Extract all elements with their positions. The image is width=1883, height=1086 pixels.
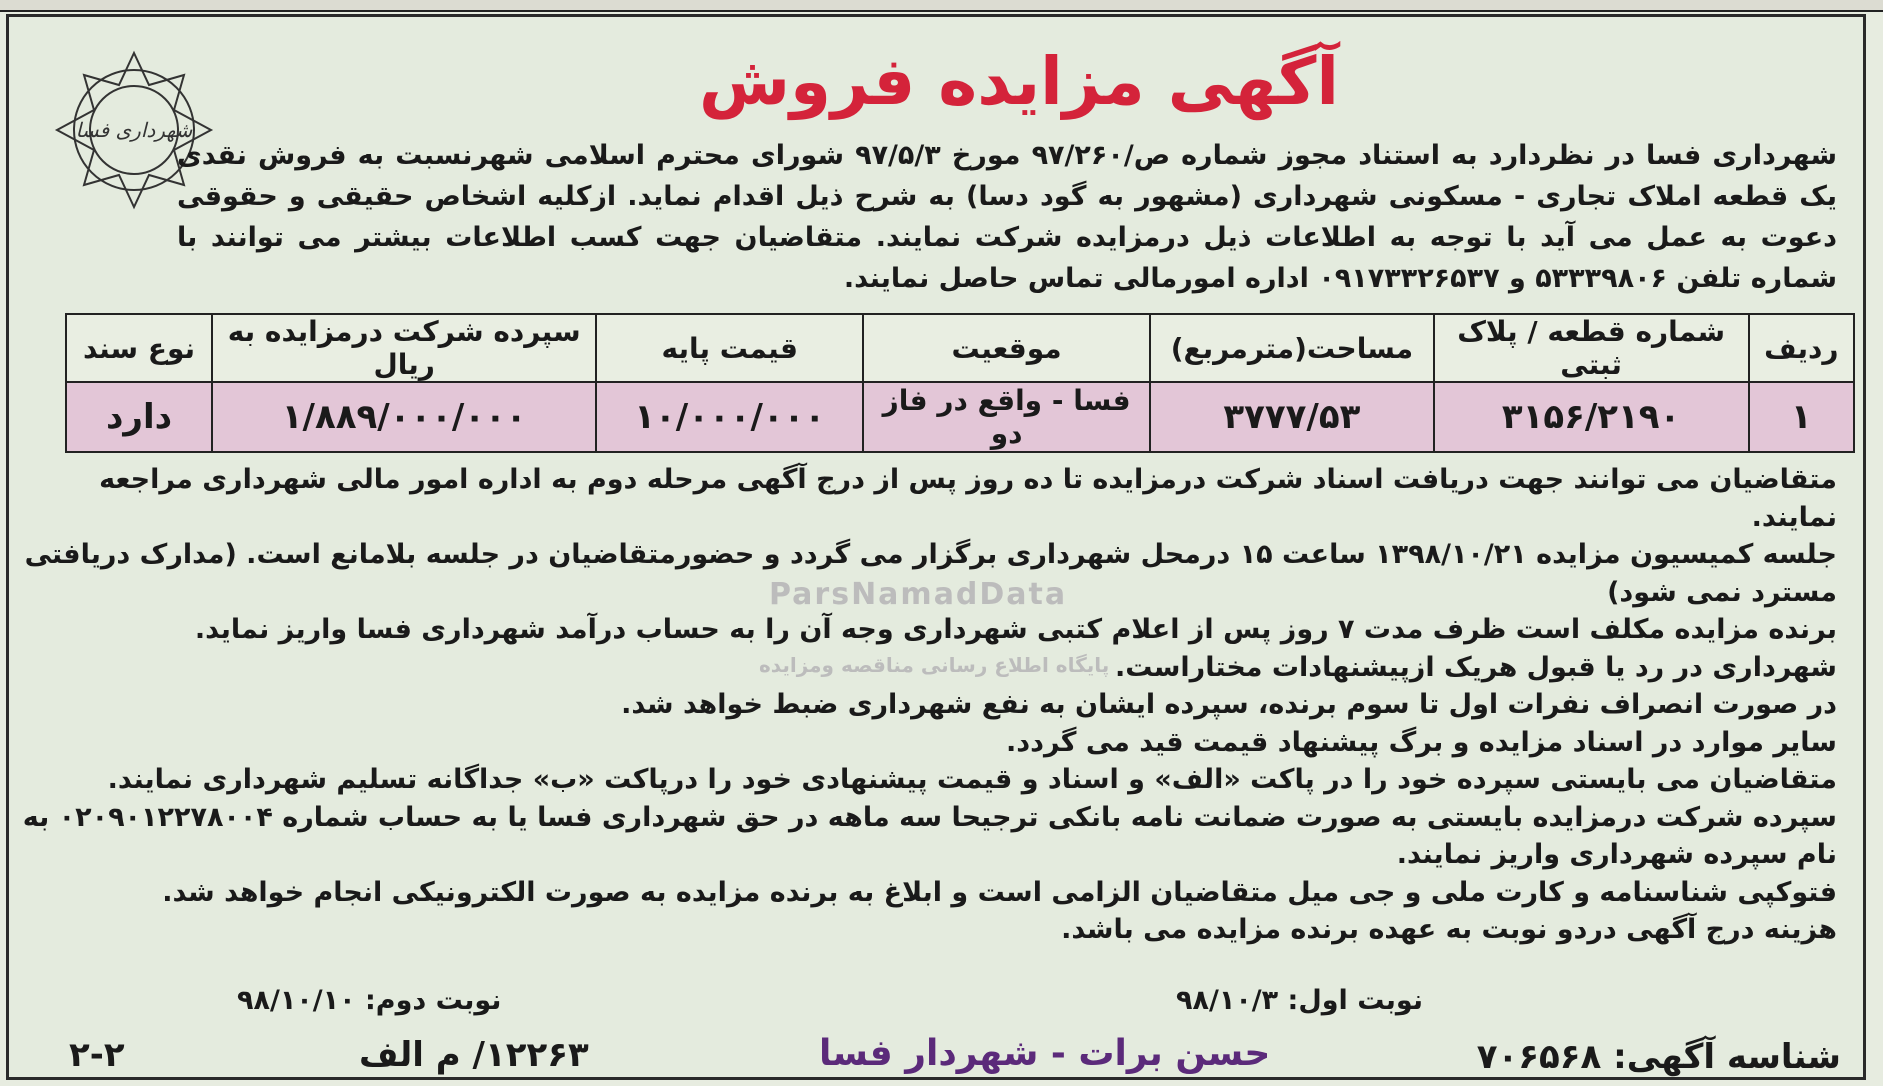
col-deed-type: نوع سند [66, 314, 212, 382]
reference-number: ۱۲۲۶۳/ م الف [359, 1035, 589, 1075]
col-plot-number: شماره قطعه / پلاک ثبتی [1434, 314, 1749, 382]
watermark-brand: ParsNamadData [769, 577, 1068, 612]
conditions-text [17, 461, 1837, 949]
watermark-subtitle: پایگاه اطلاع رسانی مناقصه ومزایده [759, 653, 1110, 677]
col-location: موقعیت [863, 314, 1150, 382]
condition-paragraph: سایر موارد در اسناد مزایده و برگ پیشنهاد قیمت قید می گردد. [1005, 726, 1837, 758]
condition-paragraph: هزینه درج آگهی دردو نوبت به عهده برنده مزایده می باشد. [1061, 914, 1837, 945]
cell-base-price: ۱۰/۰۰۰/۰۰۰ [596, 382, 863, 452]
cell-deed-type: دارد [66, 382, 212, 452]
ad-title: آگهی مزایده فروش [698, 43, 1340, 120]
cell-area: ۳۷۷۷/۵۳ [1150, 382, 1433, 452]
cell-deposit: ۱/۸۸۹/۰۰۰/۰۰۰ [212, 382, 596, 452]
second-round-date: نوبت دوم: ۹۸/۱۰/۱۰ [237, 985, 502, 1016]
condition-paragraph: جلسه کمیسیون مزایده ۱۳۹۸/۱۰/۲۱ ساعت ۱۵ درمحل شهرداری برگزار می گردد و حضورمتقاضیان در جلسه بلامانع است. (مدارک دریافتی مسترد نمی شود) [24, 539, 1837, 608]
first-round-date: نوبت اول: ۹۸/۱۰/۳ [1176, 985, 1423, 1016]
top-border-strip [0, 0, 1883, 12]
auction-table [65, 313, 1855, 453]
condition-paragraph: فتوکپی شناسنامه و کارت ملی و جی میل متقاضیان الزامی است و ابلاغ به برنده مزایده به صورت الکترونیکی انجام خواهد شد. [162, 876, 1837, 908]
col-area: مساحت(مترمربع) [1150, 314, 1433, 382]
condition-paragraph: متقاضیان می بایستی سپرده خود را در پاکت «الف» و اسناد و قیمت پیشنهادی خود را درپاکت «ب» جداگانه تسلیم شهرداری نمایند. [107, 764, 1837, 795]
col-row-number: ردیف [1749, 314, 1854, 382]
cell-plot-number: ۳۱۵۶/۲۱۹۰ [1434, 382, 1749, 452]
table-row [66, 382, 1854, 452]
col-base-price: قیمت پایه [596, 314, 863, 382]
ad-frame [6, 14, 1866, 1080]
cell-location: فسا - واقع در فاز دو [863, 382, 1150, 452]
condition-paragraph: در صورت انصراف نفرات اول تا سوم برنده، سپرده ایشان به نفع شهرداری ضبط خواهد شد. [621, 689, 1837, 720]
cell-row-number: ۱ [1749, 382, 1854, 452]
condition-paragraph: برنده مزایده مکلف است ظرف مدت ۷ روز پس از اعلام کتبی شهرداری وجه آن را به حساب درآمد شهرداری فسا واریز نماید. [194, 614, 1837, 645]
condition-paragraph: شهرداری در رد یا قبول هریک ازپیشنهادات مختاراست. [1115, 651, 1837, 683]
ad-id: شناسه آگهی: ۷۰۶۵۶۸ [1476, 1037, 1841, 1077]
condition-paragraph: متقاضیان می توانند جهت دریافت اسناد شرکت درمزایده تا ده روز پس از درج آگهی مرحله دوم به اداره امور مالی شهرداری مراجعه نمایند. [99, 464, 1837, 533]
page-number: ۲-۲ [69, 1035, 125, 1075]
intro-paragraph: شهرداری فسا در نظردارد به استناد مجوز شماره ص/۹۷/۲۶۰ مورخ ۹۷/۵/۳ شورای محترم اسلامی شهرنسبت به فروش نقدی یک قطعه املاک تجاری - مسکونی شهرداری (مشهور به گود دسا) به شرح ذیل اقدام نماید. ازکلیه اشخاص حقیقی و حقوقی دعوت به عمل می آید با توجه به اطلاعات ذیل درمزایده شرکت نمایند. متقاضیان جهت کسب اطلاعات بیشتر می توانند با شماره تلفن ۵۳۳۳۹۸۰۶ و ۰۹۱۷۳۳۲۶۵۳۷ اداره امورمالی تماس حاصل نمایند. [177, 140, 1837, 294]
col-deposit: سپرده شرکت درمزایده به ریال [212, 314, 596, 382]
signature: حسن برات - شهردار فسا [819, 1033, 1271, 1074]
condition-paragraph: سپرده شرکت درمزایده بایستی به صورت ضمانت نامه بانکی ترجیحا سه ماهه در حق شهرداری فسا یا به حساب شماره ۰۲۰۹۰۱۲۲۷۸۰۰۴ به نام سپرده شهرداری واریز نمایند. [22, 801, 1837, 870]
seal-text: شهرداری فسا [75, 118, 193, 142]
table-header-row [66, 314, 1854, 382]
